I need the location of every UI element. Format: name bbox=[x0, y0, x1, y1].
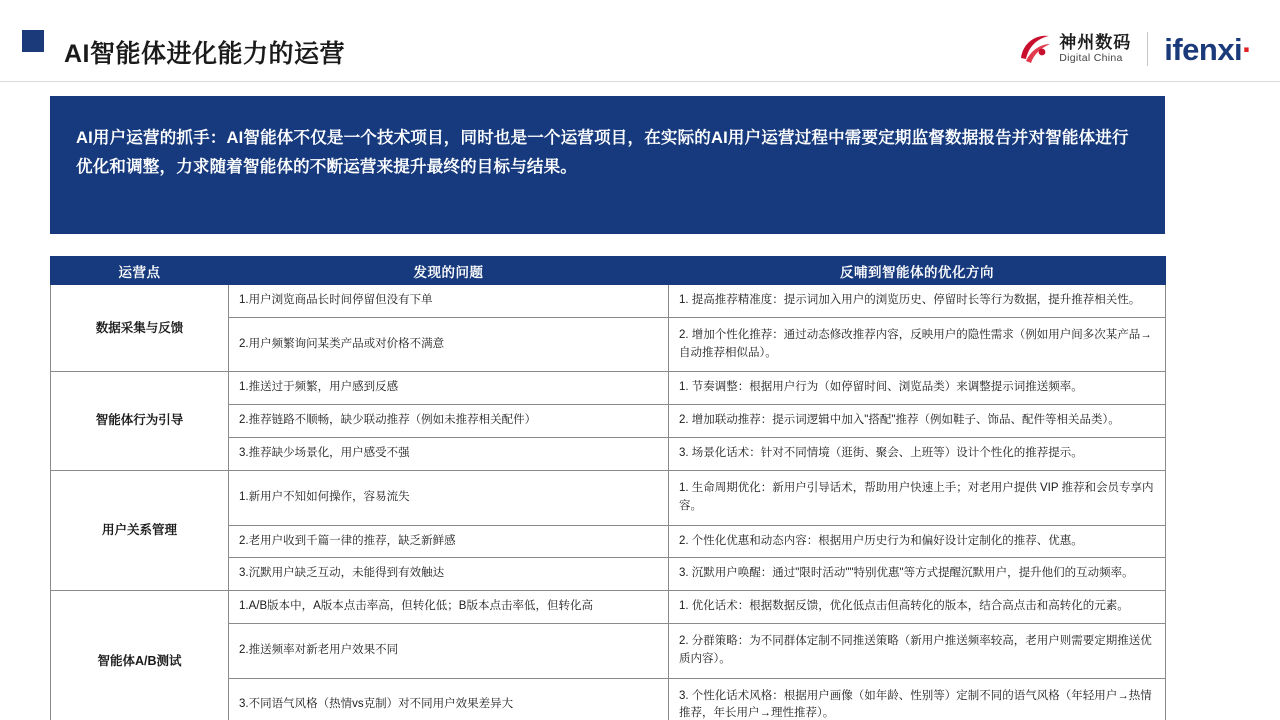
issue-cell: 1.A/B版本中，A版本点击率高，但转化低；B版本点击率低，但转化高 bbox=[229, 591, 669, 624]
table-header-cell: 反哺到智能体的优化方向 bbox=[669, 257, 1166, 285]
header-accent-square bbox=[22, 30, 44, 52]
slide-header bbox=[0, 0, 1280, 82]
digital-china-mark-icon bbox=[1017, 32, 1053, 66]
brand-area bbox=[1017, 28, 1252, 70]
issue-cell: 1.推送过于频繁，用户感到反感 bbox=[229, 372, 669, 405]
table-row bbox=[51, 591, 1166, 624]
table-row bbox=[51, 285, 1166, 318]
direction-cell: 2. 增加个性化推荐：通过动态修改推荐内容，反映用户的隐性需求（例如用户间多次某产品→自动推荐相似品）。 bbox=[669, 317, 1166, 372]
issue-cell: 2.推送频率对新老用户效果不同 bbox=[229, 623, 669, 678]
table-header-cell: 发现的问题 bbox=[229, 257, 669, 285]
digital-china-name-cn: 神州数码 bbox=[1059, 32, 1132, 52]
direction-cell: 2. 分群策略：为不同群体定制不同推送策略（新用户推送频率较高，老用户则需要定期推送优质内容）。 bbox=[669, 623, 1166, 678]
digital-china-logo bbox=[1017, 32, 1131, 66]
category-cell: 数据采集与反馈 bbox=[51, 285, 229, 372]
brand-divider bbox=[1147, 32, 1148, 66]
category-cell: 智能体A/B测试 bbox=[51, 591, 229, 720]
ifenxi-accent-mark: · bbox=[1242, 31, 1252, 67]
table-header-row bbox=[51, 257, 1166, 285]
table-row bbox=[51, 470, 1166, 525]
page-title: AI智能体进化能力的运营 bbox=[64, 40, 346, 68]
table-body bbox=[51, 285, 1166, 720]
issue-cell: 3.沉默用户缺乏互动，未能得到有效触达 bbox=[229, 558, 669, 591]
issue-cell: 2.用户频繁询问某类产品或对价格不满意 bbox=[229, 317, 669, 372]
ifenxi-logo bbox=[1164, 31, 1252, 67]
table-header-cell: 运营点 bbox=[51, 257, 229, 285]
category-cell: 用户关系管理 bbox=[51, 470, 229, 590]
direction-cell: 1. 优化话术：根据数据反馈，优化低点击但高转化的版本，结合高点击和高转化的元素。 bbox=[669, 591, 1166, 624]
issue-cell: 3.推荐缺少场景化，用户感受不强 bbox=[229, 438, 669, 471]
direction-cell: 2. 个性化优惠和动态内容：根据用户历史行为和偏好设计定制化的推荐、优惠。 bbox=[669, 525, 1166, 558]
callout-box bbox=[50, 96, 1165, 234]
direction-cell: 3. 场景化话术：针对不同情境（逛街、聚会、上班等）设计个性化的推荐提示。 bbox=[669, 438, 1166, 471]
operations-table bbox=[50, 256, 1166, 720]
direction-cell: 1. 提高推荐精准度：提示词加入用户的浏览历史、停留时长等行为数据，提升推荐相关性。 bbox=[669, 285, 1166, 318]
category-cell: 智能体行为引导 bbox=[51, 372, 229, 470]
callout-text: AI用户运营的抓手：AI智能体不仅是一个技术项目，同时也是一个运营项目，在实际的AI用户运营过程中需要定期监督数据报告并对智能体进行优化和调整，力求随着智能体的不断运营来提升最终的目标与结果。 bbox=[76, 129, 1129, 176]
ifenxi-text: ifenxi bbox=[1164, 31, 1243, 67]
direction-cell: 2. 增加联动推荐：提示词逻辑中加入"搭配"推荐（例如鞋子、饰品、配件等相关品类）。 bbox=[669, 405, 1166, 438]
direction-cell: 1. 节奏调整：根据用户行为（如停留时间、浏览品类）来调整提示词推送频率。 bbox=[669, 372, 1166, 405]
digital-china-name-en: Digital China bbox=[1059, 51, 1123, 64]
issue-cell: 2.推荐链路不顺畅，缺少联动推荐（例如未推荐相关配件） bbox=[229, 405, 669, 438]
issue-cell: 2.老用户收到千篇一律的推荐，缺乏新鲜感 bbox=[229, 525, 669, 558]
issue-cell: 1.用户浏览商品长时间停留但没有下单 bbox=[229, 285, 669, 318]
direction-cell: 3. 个性化话术风格：根据用户画像（如年龄、性别等）定制不同的语气风格（年轻用户→热情推荐，年长用户→理性推荐）。 bbox=[669, 678, 1166, 720]
direction-cell: 1. 生命周期优化：新用户引导话术，帮助用户快速上手；对老用户提供 VIP 推荐和会员专享内容。 bbox=[669, 470, 1166, 525]
issue-cell: 1.新用户不知如何操作，容易流失 bbox=[229, 470, 669, 525]
issue-cell: 3.不同语气风格（热情vs克制）对不同用户效果差异大 bbox=[229, 678, 669, 720]
direction-cell: 3. 沉默用户唤醒：通过"限时活动""特别优惠"等方式提醒沉默用户，提升他们的互动频率。 bbox=[669, 558, 1166, 591]
table-row bbox=[51, 372, 1166, 405]
